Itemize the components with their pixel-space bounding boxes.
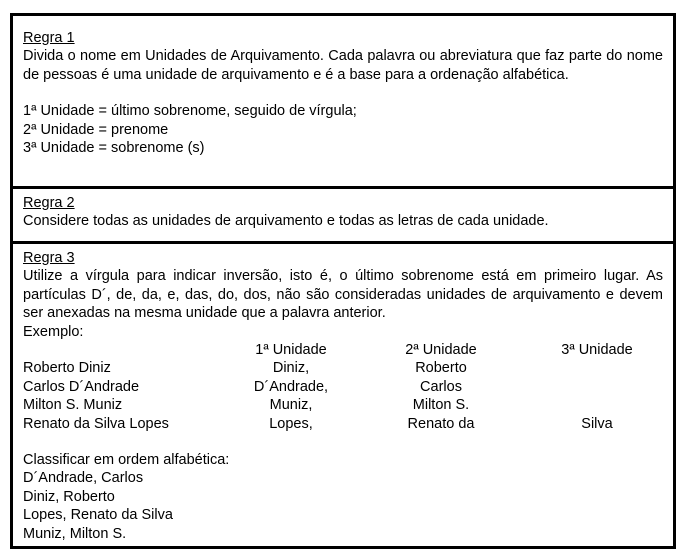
row-name: Renato da Silva Lopes [23, 415, 169, 432]
sorted-item: D´Andrade, Carlos [23, 470, 144, 487]
rule1-paragraph: Divida o nome em Unidades de Arquivamento. Cada palavra ou abreviatura que faz parte do nome de pessoas é uma unidade de arquivamento e é a base para a ordenação alfabética. [23, 48, 663, 83]
sorted-item: Diniz, Roberto [23, 488, 115, 505]
header-unit-3: 3ª Unidade [561, 342, 633, 359]
rule2-paragraph: Considere todas as unidades de arquivamento e todas as letras de cada unidade. [23, 213, 549, 230]
rule1-line-3: 3ª Unidade = sobrenome (s) [23, 140, 205, 157]
row-unit-2: Carlos [420, 378, 462, 395]
row-name: Milton S. Muniz [23, 397, 123, 414]
example-table [23, 341, 663, 433]
rule3-title: Regra 3 [23, 250, 75, 266]
rule3-section [23, 249, 663, 543]
row-unit-1: Lopes, [269, 415, 313, 432]
header-unit-1: 1ª Unidade [255, 342, 327, 359]
row-unit-2: Renato da [407, 415, 475, 432]
sorted-item: Muniz, Milton S. [23, 525, 127, 542]
rules-box [10, 13, 676, 549]
divider-2 [13, 241, 673, 244]
row-name: Carlos D´Andrade [23, 378, 140, 395]
rule1-line-2: 2ª Unidade = prenome [23, 121, 169, 138]
rule2-title: Regra 2 [23, 195, 75, 211]
sorted-item: Lopes, Renato da Silva [23, 507, 173, 524]
row-unit-1: Muniz, [269, 397, 313, 414]
header-unit-2: 2ª Unidade [405, 342, 477, 359]
rule1-title: Regra 1 [23, 30, 75, 46]
rule3-paragraph: Utilize a vírgula para indicar inversão, isto é, o último sobrenome está em primeiro lugar. As partículas D´, de, da, e, das, do, dos, não são consideradas unidades de arquivamento e devem ser anexadas na mesma unidade que a palavra anterior. [23, 268, 663, 322]
row-unit-2: Milton S. [412, 397, 470, 414]
row-unit-3: Silva [581, 415, 613, 432]
example-label: Exemplo: [23, 323, 84, 340]
row-name: Roberto Diniz [23, 360, 111, 377]
rule2-section [23, 194, 663, 231]
row-unit-1: Diniz, [272, 360, 310, 377]
row-unit-1: D´Andrade, [253, 378, 329, 395]
sorted-label: Classificar em ordem alfabética: [23, 452, 230, 469]
divider-1 [13, 186, 673, 189]
row-unit-2: Roberto [415, 360, 467, 377]
rule1-section [23, 29, 663, 157]
rule1-line-1: 1ª Unidade = último sobrenome, seguido de vírgula; [23, 103, 357, 120]
